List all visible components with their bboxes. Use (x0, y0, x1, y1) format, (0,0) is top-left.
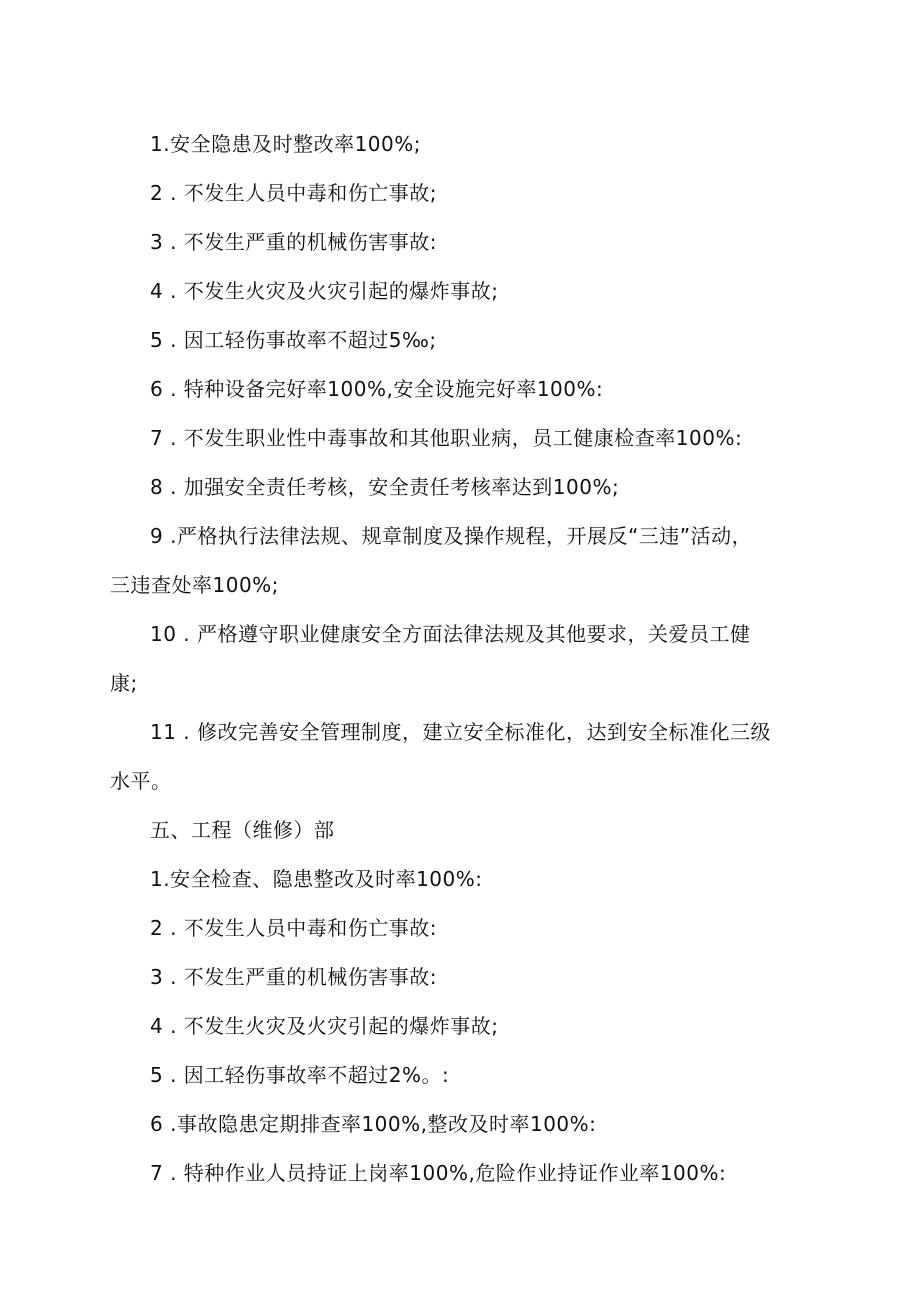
list-item-10-line-2: 康; (110, 671, 138, 695)
list-item-9-line-1: 9 .严格执行法律法规、规章制度及操作规程，开展反“三违”活动， (150, 524, 753, 548)
list-item: 4 . 不发生火灾及火灾引起的爆炸事故; (150, 279, 499, 303)
list-item-10-line-1: 10 . 严格遵守职业健康安全方面法律法规及其他要求，关爱员工健 (150, 622, 751, 646)
list-item: 8 . 加强安全责任考核，安全责任考核率达到100%; (150, 475, 620, 499)
list-item: 6 .事故隐患定期排查率100%,整改及时率100%: (150, 1112, 597, 1136)
list-item: 4 . 不发生火灾及火灾引起的爆炸事故; (150, 1014, 499, 1038)
section-heading: 五、工程（维修）部 (150, 818, 335, 842)
list-item: 7 . 特种作业人员持证上岗率100%,危险作业持证作业率100%: (150, 1161, 727, 1185)
list-item: 1.安全检查、隐患整改及时率100%: (150, 867, 483, 891)
list-item: 3 . 不发生严重的机械伤害事故: (150, 230, 438, 254)
list-item: 5 . 因工轻伤事故率不超过5‰; (150, 328, 437, 352)
list-item: 5 . 因工轻伤事故率不超过2%。: (150, 1063, 450, 1087)
list-item: 1.安全隐患及时整改率100%; (150, 132, 421, 156)
list-item: 3 . 不发生严重的机械伤害事故: (150, 965, 438, 989)
list-item: 2 . 不发生人员中毒和伤亡事故; (150, 181, 438, 205)
list-item-9-line-2: 三违查处率100%; (110, 573, 279, 597)
list-item: 2 . 不发生人员中毒和伤亡事故: (150, 916, 438, 940)
list-item-11-line-2: 水平。 (110, 769, 172, 793)
list-item-11-line-1: 11 . 修改完善安全管理制度，建立安全标准化，达到安全标准化三级 (150, 720, 772, 744)
list-item: 6 . 特种设备完好率100%,安全设施完好率100%: (150, 377, 604, 401)
list-item: 7 . 不发生职业性中毒事故和其他职业病，员工健康检查率100%: (150, 426, 743, 450)
